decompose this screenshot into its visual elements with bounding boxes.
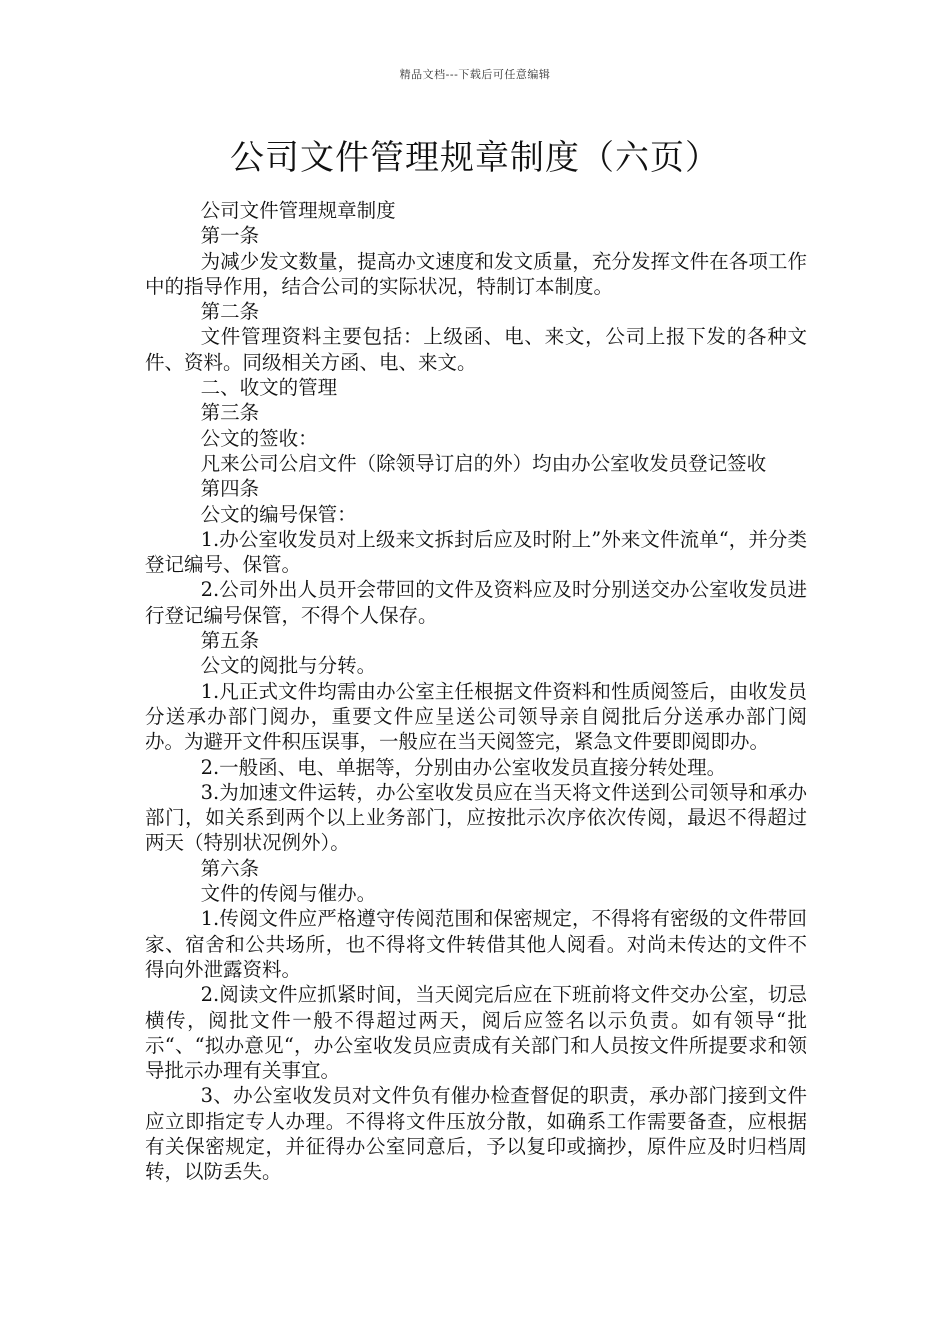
article-heading: 第五条 [200, 629, 260, 653]
article-heading: 第一条 [200, 224, 260, 248]
article-heading: 第二条 [200, 300, 260, 324]
paragraph-subtitle: 公司文件管理规章制度 [200, 199, 396, 222]
list-item: 1.办公室收发员对上级来文拆封后应及时附上”外来文件流单“，并分类登记编号、保管。 [145, 527, 807, 577]
list-item: 1.凡正式文件均需由办公室主任根据文件资料和性质阅签后，由收发员分送承办部门阅办，重要文件应呈送公司领导亲自阅批后分送承办部门阅办。为避开文件积压误事，一般应在当天阅签完，紧急文件要即阅即办。 [145, 679, 807, 754]
list-item: 2.阅读文件应抓紧时间，当天阅完后应在下班前将文件交办公室，切忌横传，阅批文件一般不得超过两天，阅后应签名以示负责。如有领导“批示“、“拟办意见“，办公室收发员应责成有关部门和人员按文件所提要求和领导批示办理有关事宜。 [145, 983, 807, 1083]
section-heading: 二、收文的管理 [200, 376, 338, 400]
article-heading: 第三条 [200, 401, 260, 425]
paragraph: 公文的签收： [200, 426, 318, 450]
paragraph: 公文的阅批与分转。 [200, 654, 377, 678]
list-item: 2.一般函、电、单据等，分别由办公室收发员直接分转处理。 [200, 755, 727, 779]
paragraph: 为减少发文数量，提高办文速度和发文质量，充分发挥文件在各项工作中的指导作用，结合公司的实际状况，特制订本制度。 [145, 249, 807, 298]
article-heading: 第四条 [200, 477, 260, 501]
header-note: 精品文档---下载后可任意编辑 [399, 68, 551, 81]
list-item: 3.为加速文件运转，办公室收发员应在当天将文件送到公司领导和承办部门，如关系到两个以上业务部门，应按批示次序依次传阅，最迟不得超过两天（特别状况例外）。 [145, 780, 807, 855]
paragraph: 公文的编号保管： [200, 502, 357, 526]
document-body [145, 198, 807, 1185]
list-item: 3、办公室收发员对文件负有催办检查督促的职责，承办部门接到文件应立即指定专人办理。不得将文件压放分散，如确系工作需要备查，应根据有关保密规定，并征得办公室同意后，予以复印或摘抄，原件应及时归档周转，以防丢失。 [145, 1084, 807, 1184]
list-item: 1.传阅文件应严格遵守传阅范围和保密规定，不得将有密级的文件带回家、宿舍和公共场所，也不得将文件转借其他人阅看。对尚未传达的文件不得向外泄露资料。 [145, 907, 807, 981]
list-item: 2.公司外出人员开会带回的文件及资料应及时分别送交办公室收发员进行登记编号保管，不得个人保存。 [145, 578, 807, 627]
paragraph: 凡来公司公启文件（除领导订启的外）均由办公室收发员登记签收 [200, 451, 767, 475]
paragraph: 文件的传阅与催办。 [200, 882, 377, 906]
paragraph: 文件管理资料主要包括：上级函、电、来文，公司上报下发的各种文件、资料。同级相关方函、电、来文。 [145, 325, 807, 374]
document-title: 公司文件管理规章制度（六页） [230, 138, 720, 178]
article-heading: 第六条 [200, 856, 260, 880]
